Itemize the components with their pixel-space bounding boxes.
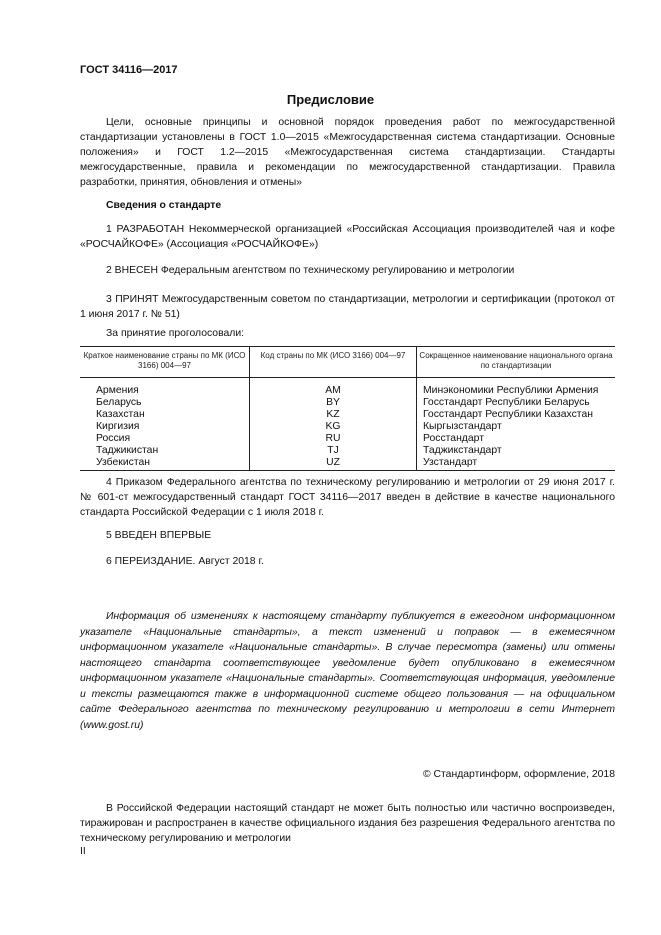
intro-paragraph: Цели, основные принципы и основной порядок проведения работ по межгосударственной стандартизации установлены в ГОСТ 1.0—2015 «Межгосударственная система стандартизации. Основные положения» и ГОСТ 1.2—2015 «Межгосударственная система стандартизации. Стандарты межгосударственные, правила и рекомендации по межгосударственной стандартизации. Правила разработки, принятия, обновления и отмены»: [80, 117, 615, 188]
standards-body: Госстандарт Республики Беларусь: [417, 397, 616, 409]
country-code: UZ: [250, 457, 417, 471]
standards-body: Узстандарт: [417, 457, 616, 471]
item-submitted: 2 ВНЕСЕН Федеральным агентством по техническому регулированию и метрологии: [106, 265, 515, 276]
country-code: KG: [250, 421, 417, 433]
item-enacted: 4 Приказом Федерального агентства по техническому регулированию и метрологии от 29 июня 2017 г. № 601-ст межгосударственный стандарт ГОСТ 34116—2017 введен в действие в качестве национального стандарта Российской Федерации с 1 июля 2018 г.: [80, 477, 615, 518]
voting-table: [80, 346, 615, 471]
legal-notice: В Российской Федерации настоящий стандарт не может быть полностью или частично воспроизведен, тиражирован и распространен в качестве официального издания без разрешения Федерального агентства по техническому регулированию и метрологии: [80, 803, 615, 844]
item-adopted: 3 ПРИНЯТ Межгосударственным советом по стандартизации, метрологии и сертификации (протокол от 1 июня 2017 г. № 51): [80, 294, 615, 320]
section-heading: Сведения о стандарте: [106, 200, 222, 211]
standards-body: Таджикстандарт: [417, 445, 616, 457]
country-name: Беларусь: [96, 397, 142, 408]
table-row: [80, 397, 615, 409]
table-row: [80, 433, 615, 445]
country-code: RU: [250, 433, 417, 445]
table-header-row: [80, 347, 615, 378]
voted-label: За принятие проголосовали:: [106, 328, 245, 339]
country-name: Казахстан: [96, 409, 145, 420]
table-row: [80, 445, 615, 457]
standards-body: Кыргызстандарт: [417, 421, 616, 433]
standards-body: Росстандарт: [417, 433, 616, 445]
country-name: Узбекистан: [80, 457, 250, 471]
standards-body: Минэкономики Республики Армения: [417, 378, 616, 398]
table-row: [80, 378, 615, 398]
header-country-name: Краткое наименование страны по МК (ИСО 3166) 004—97: [80, 347, 250, 378]
table-row: [80, 457, 615, 471]
standards-body: Госстандарт Республики Казахстан: [417, 409, 616, 421]
item-developed: 1 РАЗРАБОТАН Некоммерческой организацией «Российская Ассоциация производителей чая и кофе «РОСЧАЙКОФЕ» (Ассоциация «РОСЧАЙКОФЕ»): [80, 224, 615, 250]
country-name: Россия: [96, 433, 131, 444]
country-name: Армения: [96, 385, 139, 396]
table-row: [80, 409, 615, 421]
document-code: ГОСТ 34116—2017: [80, 64, 178, 76]
copyright-line: © Стандартинформ, оформление, 2018: [422, 769, 615, 780]
table-row: [80, 421, 615, 433]
country-code: TJ: [250, 445, 417, 457]
header-country-code: Код страны по МК (ИСО 3166) 004—97: [250, 347, 417, 378]
info-notice: Информация об изменениях к настоящему стандарту публикуется в ежегодном информационном указателе «Национальные стандарты», а текст изменений и поправок — в ежемесячном информационном указателе «Национальные стандарты». В случае пересмотра (замены) или отмены настоящего стандарта соответствующее уведомление будет опубликовано в ежемесячном информационном указателе «Национальные стандарты». Соответствующая информация, уведомление и тексты размещаются также в информационной системе общего пользования — на официальном сайте Федерального агентства по техническому регулированию и метрологии в сети Интернет (www.gost.ru): [80, 611, 615, 731]
country-code: AM: [250, 378, 417, 398]
country-code: KZ: [250, 409, 417, 421]
item-reissue: 6 ПЕРЕИЗДАНИЕ. Август 2018 г.: [106, 556, 264, 567]
header-standards-body: Сокращенное наименование национального органа по стандартизации: [417, 347, 616, 378]
page-number: II: [80, 846, 86, 857]
country-code: BY: [250, 397, 417, 409]
item-first-time: 5 ВВЕДЕН ВПЕРВЫЕ: [106, 530, 212, 541]
country-name: Таджикистан: [96, 445, 159, 456]
country-name: Киргизия: [96, 421, 140, 432]
page-title: Предисловие: [286, 92, 375, 107]
